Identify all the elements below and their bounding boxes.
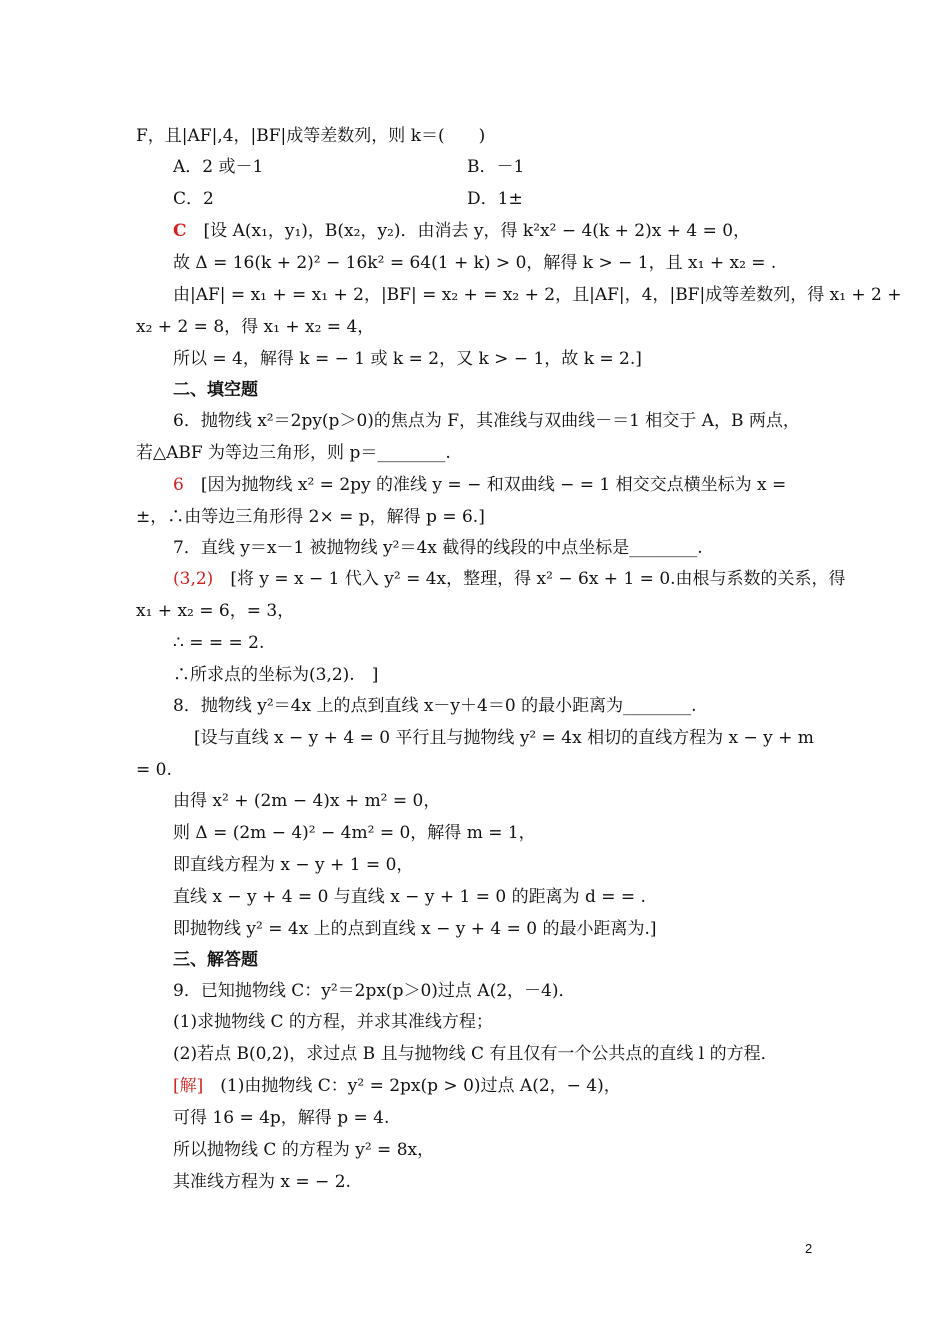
text-line: [设与直线 x − y + 4 = 0 平行且与抛物线 y² = 4x 相切的直线方程为 x − y + m xyxy=(194,728,814,748)
answer-text: [因为抛物线 x² = 2py 的准线 y = − 和双曲线 − = 1 相交交点横坐标为 x = xyxy=(200,475,787,495)
option-d: D．1± xyxy=(467,189,523,209)
answer-line xyxy=(173,568,846,590)
question-line: 若△ABF 为等边三角形，则 p＝________. xyxy=(136,443,451,463)
text-line: ∴所求点的坐标为(3,2). ] xyxy=(173,665,379,685)
answer-mark: (3,2) xyxy=(173,569,214,589)
text-line: 由|AF| = x₁ + = x₁ + 2，|BF| = x₂ + = x₂ + 2，且|AF|，4，|BF|成等差数列，得 x₁ + 2 + xyxy=(173,285,902,305)
text-line: 直线 x − y + 4 = 0 与直线 x − y + 1 = 0 的距离为 d = = . xyxy=(173,887,646,907)
option-a: A．2 或－1 xyxy=(173,157,264,177)
answer-text: [设 A(x₁，y₁)，B(x₂，y₂)．由消去 y，得 k²x² − 4(k + 2)x + 4 = 0， xyxy=(203,221,751,241)
text-line: 即直线方程为 x − y + 1 = 0， xyxy=(173,855,414,875)
option-b: B．－1 xyxy=(467,157,525,177)
option-c: C．2 xyxy=(173,189,214,209)
answer-mark: [解] xyxy=(173,1076,204,1096)
answer-text: (1)由抛物线 C：y² = 2px(p > 0)过点 A(2，− 4)， xyxy=(220,1076,621,1096)
text-line: 可得 16 = 4p，解得 p = 4. xyxy=(173,1108,390,1128)
section-heading: 三、解答题 xyxy=(173,950,258,970)
text-line: 由得 x² + (2m − 4)x + m² = 0， xyxy=(173,791,441,811)
text-line: x₂ + 2 = 8，得 x₁ + x₂ = 4， xyxy=(136,317,375,337)
answer-line xyxy=(173,474,786,496)
text-line: ±，∴由等边三角形得 2× = p，解得 p = 6.] xyxy=(136,507,485,527)
text-line: 即抛物线 y² = 4x 上的点到直线 x − y + 4 = 0 的最小距离为.] xyxy=(173,919,657,939)
question-line: (2)若点 B(0,2)，求过点 B 且与抛物线 C 有且仅有一个公共点的直线 l 的方程． xyxy=(173,1044,778,1064)
question-line: 8．抛物线 y²＝4x 上的点到直线 x－y＋4＝0 的最小距离为________. xyxy=(173,696,697,716)
text-line: 则 Δ = (2m − 4)² − 4m² = 0，解得 m = 1， xyxy=(173,823,536,843)
answer-mark: C xyxy=(173,221,187,241)
answer-line xyxy=(173,1075,621,1097)
text-line: 其准线方程为 x = − 2. xyxy=(173,1172,351,1192)
text-line: ∴ = = = 2. xyxy=(173,633,265,653)
question-line: 7．直线 y＝x－1 被抛物线 y²＝4x 截得的线段的中点坐标是________. xyxy=(173,538,703,558)
question-line: (1)求抛物线 C 的方程，并求其准线方程； xyxy=(173,1012,493,1032)
question-line: 9．已知抛物线 C：y²＝2px(p＞0)过点 A(2，－4)． xyxy=(173,981,576,1001)
text-line: 所以抛物线 C 的方程为 y² = 8x， xyxy=(173,1140,435,1160)
text-line: 故 Δ = 16(k + 2)² − 16k² = 64(1 + k) > 0，解得 k > − 1，且 x₁ + x₂ = . xyxy=(173,253,777,273)
text-line: F，且|AF|,4，|BF|成等差数列，则 k＝( ) xyxy=(136,126,486,146)
page-number: 2 xyxy=(805,1241,813,1256)
text-line: x₁ + x₂ = 6，= 3， xyxy=(136,601,295,621)
answer-mark: 6 xyxy=(173,475,184,495)
answer-line xyxy=(173,220,750,242)
text-line: = 0. xyxy=(136,760,172,780)
question-line: 6．抛物线 x²＝2py(p＞0)的焦点为 F，其准线与双曲线－＝1 相交于 A，B 两点， xyxy=(173,411,800,431)
answer-text: [将 y = x − 1 代入 y² = 4x，整理，得 x² − 6x + 1 = 0.由根与系数的关系，得 xyxy=(230,569,846,589)
text-line: 所以 = 4，解得 k = − 1 或 k = 2，又 k > − 1，故 k = 2.] xyxy=(173,349,642,369)
section-heading: 二、填空题 xyxy=(173,380,258,400)
